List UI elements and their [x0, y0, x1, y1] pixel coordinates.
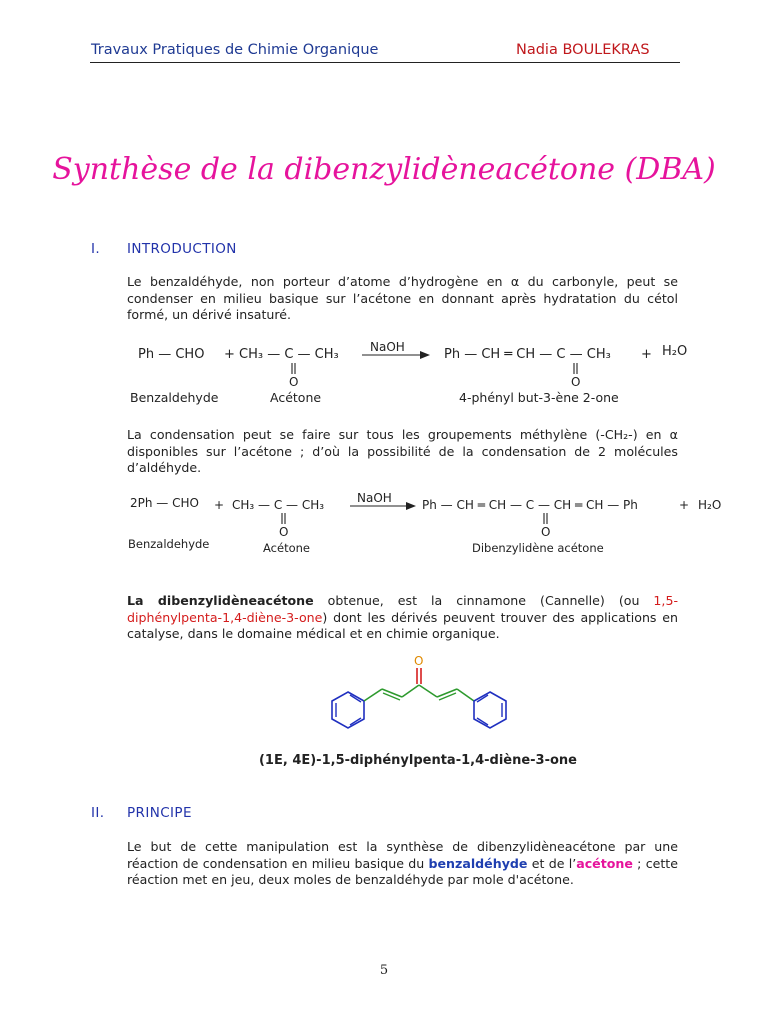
carbonyl-oxygen-label: O	[414, 654, 424, 668]
reaction-1-reactant-1: Ph — CHO	[138, 347, 205, 362]
dba-term: La dibenzylidèneacétone	[127, 593, 314, 608]
iupac-name: 1,5-diphénylpenta-1,4-diène-3-one	[127, 593, 678, 625]
reaction-2-reactant-1: 2Ph — CHO	[130, 496, 199, 510]
reaction-2-product: Ph — CH ═ CH — C — CH ═ CH — Ph	[422, 498, 638, 512]
reaction-1-oxygen: O	[289, 375, 299, 389]
right-benzene-ring	[474, 692, 506, 728]
page-title: Synthèse de la dibenzylidèneacétone (DBA)	[52, 152, 716, 187]
reaction-2-reagent: NaOH	[357, 491, 392, 505]
reaction-1-label-benzaldehyde: Benzaldehyde	[130, 390, 219, 405]
left-vinyl-double-bond-2	[383, 693, 400, 700]
intro-paragraph-2: La condensation peut se faire sur tous les groupements méthylène (-CH₂-) en α disponibles sur l’acétone ; d’où la possibilité de la condensation de 2 molécules d’aldéhyde.	[127, 427, 678, 475]
reaction-2-oxygen: O	[279, 525, 289, 539]
para3-text-2: ) dont les dérivés peuvent trouver des applications en catalyse, dans le domaine médical et en chimie organique.	[127, 609, 678, 641]
reaction-1-reagent: NaOH	[370, 340, 405, 354]
section-1-number: I.	[91, 241, 101, 257]
benzaldehyde-term: benzaldéhyde	[428, 855, 528, 871]
right-vinyl-double-bond	[437, 689, 457, 697]
header-author: Nadia BOULEKRAS	[516, 42, 650, 58]
reaction-2-reactant-2: CH₃ — C — CH₃	[232, 498, 325, 512]
section-2-number: II.	[91, 805, 105, 821]
reaction-1-label-product: 4-phényl but-3-ène 2-one	[459, 390, 619, 405]
header-rule	[90, 62, 680, 63]
left-vinyl-double-bond	[382, 689, 402, 697]
intro-paragraph-3	[127, 593, 678, 643]
para3-text-1: obtenue, est la cinnamone (Cannelle) (ou	[313, 593, 654, 608]
reaction-1-water: H₂O	[662, 344, 688, 359]
reaction-2-label-benzaldehyde: Benzaldehyde	[128, 537, 210, 551]
right-chain-bond-1	[419, 685, 437, 697]
dba-structure	[310, 650, 534, 746]
reaction-1-plus-1: +	[224, 347, 235, 362]
reaction-1-label-acetone: Acétone	[270, 390, 322, 405]
reaction-1-arrow-head	[420, 351, 430, 359]
reaction-2-label-product: Dibenzylidène acétone	[472, 541, 604, 555]
reaction-2-label-acetone: Acétone	[263, 541, 310, 555]
reaction-1-plus-2: +	[641, 347, 652, 362]
left-benzene-ring	[332, 692, 364, 728]
left-chain-bond-2	[402, 685, 419, 697]
principle-text-3: ; cette réaction met en jeu, deux moles de benzaldéhyde par mole d'acétone.	[127, 855, 678, 887]
reaction-2-arrow-head	[406, 502, 416, 510]
reaction-2-water: H₂O	[698, 498, 722, 512]
reaction-1	[130, 336, 710, 412]
intro-paragraph-1: Le benzaldéhyde, non porteur d’atome d’hydrogène en α du carbonyle, peut se condenser en milieu basique sur l’acétone en donnant après hydratation du cétol formé, un dérivé insaturé.	[127, 274, 678, 322]
right-vinyl-double-bond-2	[439, 693, 456, 700]
page-number: 5	[379, 963, 389, 978]
reaction-1-reactant-2: CH₃ — C — CH₃	[239, 347, 339, 362]
reaction-1-product: Ph — CH ═ CH — C — CH₃	[444, 347, 611, 362]
reaction-2-plus-2: +	[679, 498, 690, 512]
acetone-term: acétone	[576, 855, 633, 871]
reaction-2-product-oxygen: O	[541, 525, 551, 539]
section-1-heading: INTRODUCTION	[127, 241, 237, 257]
header-course: Travaux Pratiques de Chimie Organique	[91, 42, 379, 58]
reaction-2-plus-1: +	[214, 498, 225, 512]
section-2-heading: PRINCIPE	[127, 805, 192, 821]
structure-caption: (1E, 4E)-1,5-diphénylpenta-1,4-diène-3-one	[258, 753, 578, 768]
left-chain-bond-1	[364, 689, 382, 701]
right-chain-bond-2	[457, 689, 474, 701]
reaction-1-product-oxygen: O	[571, 375, 581, 389]
principle-text-1: Le but de cette manipulation est la synthèse de dibenzylidèneacétone par une réaction de condensation en milieu basique du	[127, 839, 678, 871]
principle-paragraph	[127, 839, 678, 889]
principle-text-2: et de l’	[527, 855, 577, 871]
reaction-2	[128, 488, 738, 560]
